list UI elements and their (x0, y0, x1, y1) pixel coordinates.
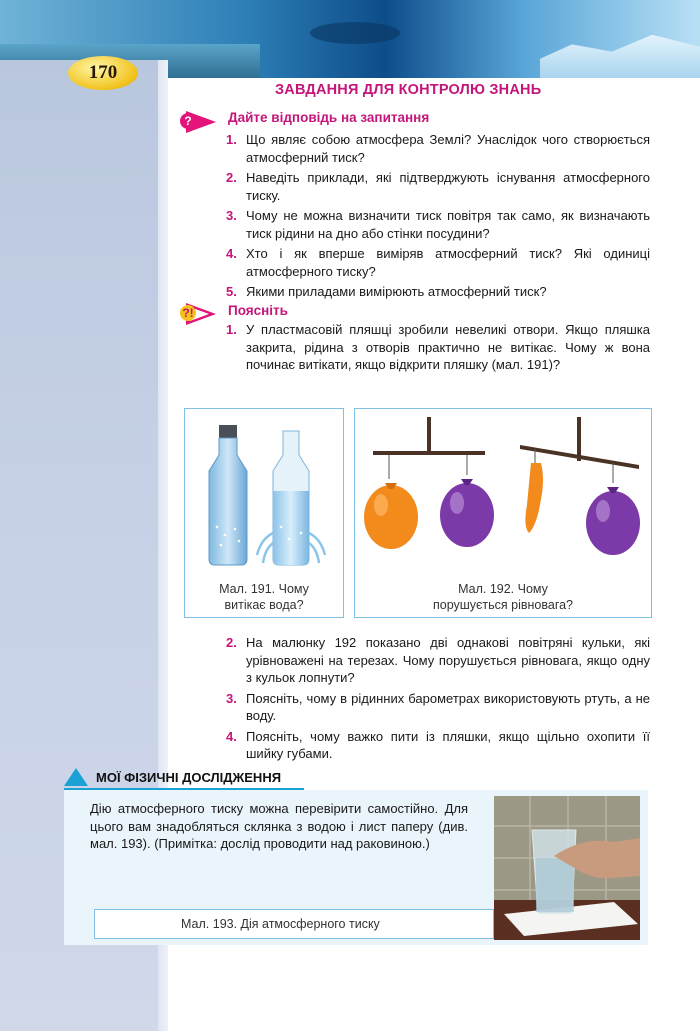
figure-193-caption: Мал. 193. Дія атмосферного тиску (94, 909, 494, 939)
balloon-purple-right (586, 491, 640, 555)
explain-list-bottom (226, 634, 650, 766)
list-item (226, 283, 650, 301)
closed-bottle (209, 438, 247, 565)
item-text: На малюнку 192 показано дві однакові повітряні кульки, які урівноважені на терезах. Чому порушується рівновага, якщо одну з кульок лопнути? (246, 635, 650, 685)
list-item (226, 245, 650, 280)
triangle-icon (64, 768, 88, 786)
explain-list-top (226, 321, 650, 377)
list-item (226, 728, 650, 763)
whale-image (310, 22, 400, 44)
research-heading: МОЇ ФІЗИЧНІ ДОСЛІДЖЕННЯ (64, 768, 281, 786)
item-text: Наведіть приклади, які підтверджують існування атмосферного тиску. (246, 170, 650, 203)
water-jet (263, 543, 273, 563)
item-number: 2. (226, 170, 237, 185)
open-bottle-water (273, 491, 309, 565)
figure-193-photo (494, 796, 640, 940)
explain-arrow-icon: ?! (180, 303, 220, 325)
item-number: 1. (226, 322, 237, 337)
item-text: У пластмасовій пляшці зробили невеликі отвори. Якщо пляшка закрита, рідина з отворів практично не витікає. Чому ж вона починає витікати, якщо відкрити пляшку (мал. 191)? (246, 322, 650, 372)
explain-heading: Поясніть (228, 303, 288, 318)
list-item (226, 690, 650, 725)
item-number: 1. (226, 132, 237, 147)
item-number: 4. (226, 246, 237, 261)
item-text: Хто і як вперше виміряв атмосферний тиск? Які одиниці атмосферного тиску? (246, 246, 650, 279)
iceberg-image (540, 30, 700, 78)
research-underline (64, 788, 304, 790)
list-item (226, 321, 650, 374)
item-text: Чому не можна визначити тиск повітря так само, як визначають тиск рідини на дно або стінки посудини? (246, 208, 650, 241)
list-item (226, 634, 650, 687)
item-text: Поясніть, чому важко пити із пляшки, якщо щільно охопити її шийку губами. (246, 728, 650, 761)
figure-191 (184, 408, 344, 618)
item-text: Якими приладами вимірюють атмосферний тиск? (246, 284, 547, 299)
figure-191-caption: Мал. 191. Чому витікає вода? (219, 582, 309, 612)
item-number: 2. (226, 635, 237, 650)
item-number: 3. (226, 208, 237, 223)
balance-beam (373, 451, 485, 455)
item-number: 5. (226, 284, 237, 299)
item-number: 4. (226, 728, 237, 744)
water-jet (309, 543, 319, 563)
list-item (226, 169, 650, 204)
bottle-cap (219, 425, 237, 438)
research-text: Дію атмосферного тиску можна перевірити самостійно. Для цього вам знадобляться склянка з водою і лист паперу (див. мал. 193). (Примітка: дослід проводити над раковиною.) (90, 801, 468, 851)
section-title: ЗАВДАННЯ ДЛЯ КОНТРОЛЮ ЗНАНЬ (275, 82, 542, 98)
item-text: Поясніть, чому в рідинних барометрах використовують ртуть, а не воду. (246, 690, 650, 723)
questions-list (226, 131, 650, 304)
list-item (226, 207, 650, 242)
figure-192-caption: Мал. 192. Чому порушується рівновага? (432, 582, 574, 612)
bottles-illustration (185, 409, 343, 577)
item-text: Що являє собою атмосфера Землі? Унаслідок чого створюється атмосферний тиск? (246, 132, 650, 165)
questions-heading: Дайте відповідь на запитання (228, 110, 430, 125)
item-number: 3. (226, 690, 237, 706)
list-item (226, 131, 650, 166)
page-number: 170 (68, 56, 138, 90)
question-arrow-icon: ? (180, 111, 220, 133)
balloons-illustration (355, 409, 651, 577)
balloon-purple (440, 483, 494, 547)
burst-balloon (525, 463, 543, 533)
balloon-orange (364, 485, 418, 549)
figure-192 (354, 408, 652, 618)
